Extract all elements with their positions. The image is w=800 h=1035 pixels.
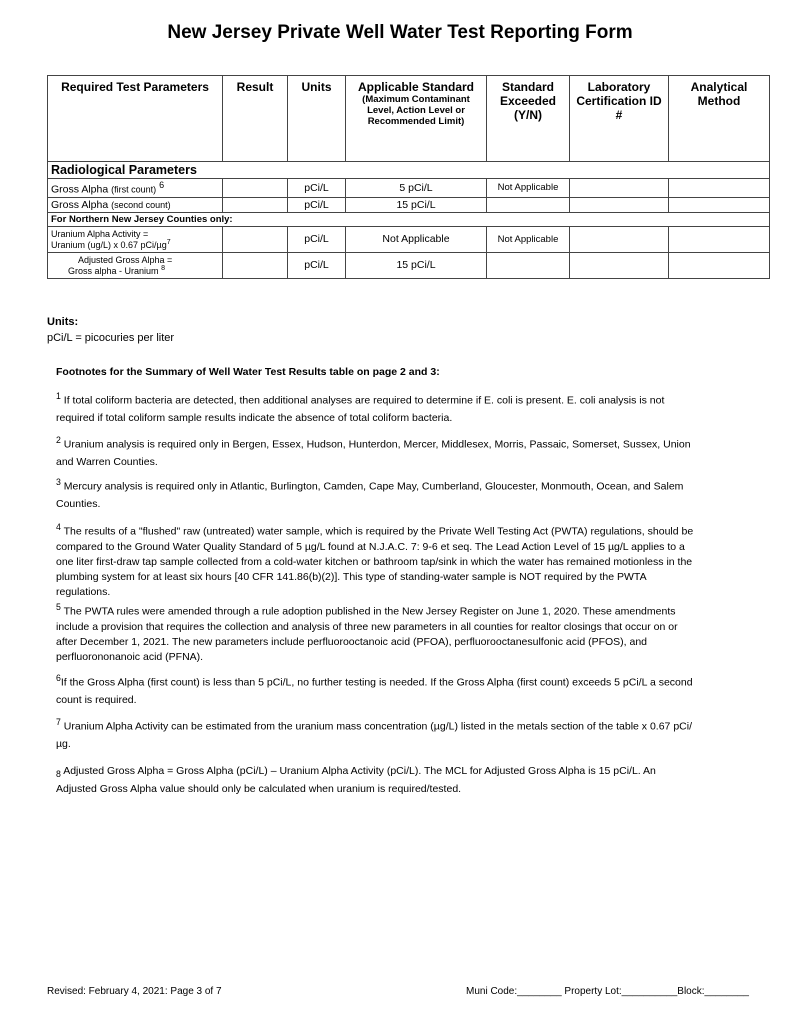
result-input[interactable] (223, 197, 288, 212)
exceeded-input[interactable] (487, 197, 570, 212)
footnote-number: 5 (56, 602, 61, 612)
col-header-text: Applicable Standard (357, 80, 475, 94)
footnote (56, 432, 696, 472)
units: pCi/L (288, 197, 346, 212)
result-input[interactable] (223, 226, 288, 252)
footnote-text: The results of a "flushed" raw (untreated) water sample, which is required by the Private Well Testing Act (PWTA) regulations, should be compared to the Ground Water Quality Standard of 5 µg/L found at N.J.A.C. 7: 9-6 et seq. The Lead Action Level of 15 µg/L applies to a one liter first-draw tap sample collected from a cold-water kitchen or bathroom tap/sink in which the water has remained motionless in the plumbing system for at least six hours [40 CFR 141.86(b)(2)]. This type of standing-water sample is NOT required by the PWTA regulations. (56, 525, 694, 598)
footnote-text: Uranium analysis is required only in Bergen, Essex, Hudson, Hunterdon, Mercer, Middlesex, Morris, Passaic, Somerset, Sussex, Union and Warren Counties. (56, 438, 691, 468)
col-header: Laboratory Certification ID # (570, 76, 669, 162)
form-title: New Jersey Private Well Water Test Reporting Form (167, 22, 633, 43)
col-header: Required Test Parameters (48, 76, 223, 162)
method-input[interactable] (669, 252, 770, 278)
footnote-text: If total coliform bacteria are detected, then additional analyses are required to determine if E. coli is present. E. coli analysis is not required if total coliform sample results indicate the absence of total coliform bacteria. (56, 394, 665, 424)
lab-id-input[interactable] (570, 179, 669, 198)
table-row (48, 197, 770, 212)
footnote (56, 520, 696, 600)
lab-id-input[interactable] (570, 226, 669, 252)
param-cell (48, 197, 223, 212)
units-heading: Units: (47, 316, 79, 328)
footnote-ref: 8 (161, 264, 165, 272)
units-legend (47, 316, 174, 344)
col-header: Standard Exceeded (Y/N) (487, 76, 570, 162)
footnotes-heading: Footnotes for the Summary of Well Water Test Results table on page 2 and 3: (56, 366, 440, 378)
col-header: Result (223, 76, 288, 162)
param-line: Uranium Alpha Activity = (51, 228, 149, 239)
footnote-number: 7 (56, 717, 61, 727)
footnote-text: Adjusted Gross Alpha = Gross Alpha (pCi/L) – Uranium Alpha Activity (pCi/L). The MCL for Adjusted Gross Alpha is 15 pCi/L. An Adjusted Gross Alpha value should only be calculated when uranium is required/tested. (56, 765, 656, 796)
footnote (56, 670, 696, 710)
footnote-number: 2 (56, 435, 61, 445)
footnote-text: Uranium Alpha Activity can be estimated from the uranium mass concentration (µg/L) listed in the metals section of the table x 0.67 pCi/µg. (56, 720, 692, 750)
param-cell (48, 252, 223, 278)
units-line: pCi/L = picocuries per liter (47, 332, 175, 344)
radiological-table (47, 75, 770, 279)
footnote-number: 8 (56, 769, 61, 780)
footer-fields: Muni Code:________ Property Lot:__________Block:________ (466, 986, 749, 997)
standard-subtitle: (Maximum Contaminant Level, Action Level or Recommended Limit) (362, 94, 470, 127)
table-header-row (48, 76, 770, 162)
section-heading: Radiological Parameters (48, 162, 770, 179)
exceeded-input[interactable] (487, 252, 570, 278)
lab-id-input[interactable] (570, 197, 669, 212)
units: pCi/L (288, 226, 346, 252)
footnote (56, 388, 696, 428)
table-row (48, 226, 770, 252)
param-line: Adjusted Gross Alpha = (78, 254, 173, 265)
footer-revision: Revised: February 4, 2021: Page 3 of 7 (47, 986, 222, 997)
param: Gross Alpha (51, 198, 109, 211)
method-input[interactable] (669, 179, 770, 198)
col-header: Units (288, 76, 346, 162)
subsection-heading: For Northern New Jersey Counties only: (48, 212, 770, 226)
footnote-number: 4 (56, 522, 61, 532)
param-note: (second count) (111, 199, 171, 210)
footnote-text: If the Gross Alpha (first count) is less than 5 pCi/L, no further testing is needed. If the Gross Alpha (first count) exceeds 5 pCi/L a second count is required. (56, 676, 693, 706)
standard: 15 pCi/L (346, 197, 487, 212)
standard: 15 pCi/L (346, 252, 487, 278)
footnote-text: Mercury analysis is required only in Atlantic, Burlington, Camden, Cape May, Cumberland, Gloucester, Monmouth, Ocean, and Salem Counties. (56, 480, 684, 510)
footnote-number: 3 (56, 477, 61, 487)
param-note: (first count) (111, 184, 157, 195)
footnote (56, 600, 696, 665)
method-input[interactable] (669, 226, 770, 252)
units: pCi/L (288, 179, 346, 198)
footnote-number: 1 (56, 391, 61, 401)
footnote-ref: 6 (159, 180, 165, 190)
param-line: Uranium (ug/L) x 0.67 pCi/µg (51, 239, 167, 250)
footnote (56, 714, 696, 754)
table-row (48, 252, 770, 278)
col-header (346, 76, 487, 162)
param-cell (48, 226, 223, 252)
footnote-number: 6 (56, 673, 61, 683)
standard: 5 pCi/L (346, 179, 487, 198)
param: Gross Alpha (51, 183, 109, 196)
lab-id-input[interactable] (570, 252, 669, 278)
param-line: Gross alpha - Uranium (68, 265, 159, 276)
footnote (56, 764, 696, 797)
table-row (48, 179, 770, 198)
result-input[interactable] (223, 252, 288, 278)
units: pCi/L (288, 252, 346, 278)
exceeded: Not Applicable (487, 179, 570, 198)
result-input[interactable] (223, 179, 288, 198)
method-input[interactable] (669, 197, 770, 212)
footnote (56, 474, 696, 514)
col-header: Analytical Method (669, 76, 770, 162)
standard: Not Applicable (346, 226, 487, 252)
footnote-ref: 7 (166, 238, 171, 246)
param-cell (48, 179, 223, 198)
footnote-text: The PWTA rules were amended through a rule adoption published in the New Jersey Register on June 1, 2020. These amendments include a provision that requires the collection and analysis of three new parameters in all counties for realtor closings that occur on or after December 1, 2021. The new parameters include perfluorooctanoic acid (PFOA), perfluorooctanesulfonic acid (PFOS), and perfluorononanoic acid (PFNA). (56, 605, 678, 663)
exceeded: Not Applicable (487, 226, 570, 252)
